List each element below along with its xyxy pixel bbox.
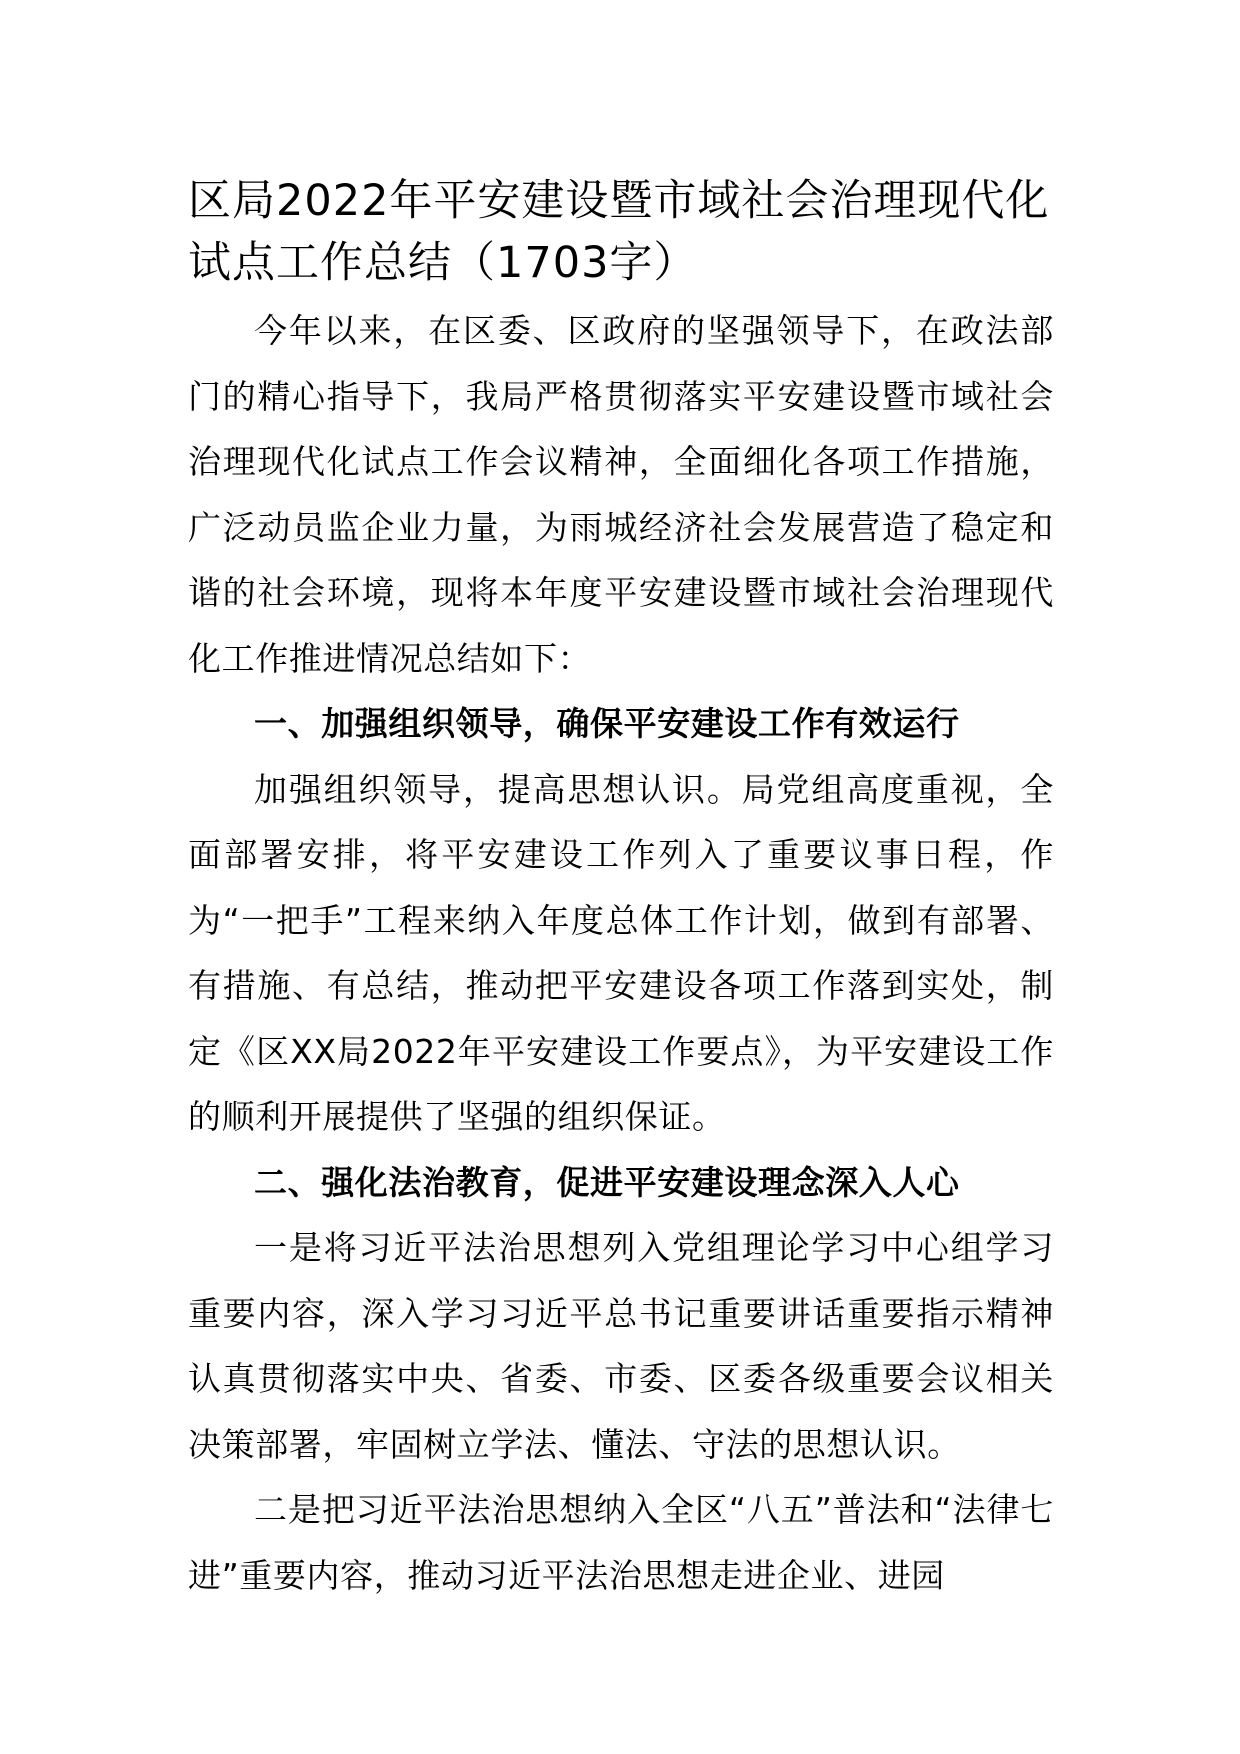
intro-paragraph: 今年以来，在区委、区政府的坚强领导下，在政法部门的精心指导下，我局严格贯彻落实平安建设暨市域社会治理现代化试点工作会议精神，全面细化各项工作措施，广泛动员监企业力量，为雨城经济社会发展营造了稳定和谐的社会环境，现将本年度平安建设暨市域社会治理现代化工作推进情况总结如下：	[188, 311, 1054, 678]
document-title: 区局2022年平安建设暨市域社会治理现代化试点工作总结（1703字）	[188, 176, 1050, 288]
section-2-heading: 二、强化法治教育，促进平安建设理念深入人心	[254, 1162, 960, 1202]
section-1-heading: 一、加强组织领导，确保平安建设工作有效运行	[254, 704, 960, 743]
section-2-paragraph-1: 一是将习近平法治思想列入党组理论学习中心组学习重要内容，深入学习习近平总书记重要讲话重要指示精神认真贯彻落实中央、省委、市委、区委各级重要会议相关决策部署，牢固树立学法、懂法、守法的思想认识。	[188, 1228, 1054, 1464]
document-page	[188, 170, 1054, 1608]
section-2-paragraph-2: 二是把习近平法治思想纳入全区“八五”普法和“法律七进”重要内容，推动习近平法治思想走进企业、进园	[188, 1490, 1054, 1595]
section-1-paragraph: 加强组织领导，提高思想认识。局党组高度重视，全面部署安排，将平安建设工作列入了重要议事日程，作为“一把手”工程来纳入年度总体工作计划，做到有部署、有措施、有总结，推动把平安建设各项工作落到实处，制定《区XX局2022年平安建设工作要点》，为平安建设工作的顺利开展提供了坚强的组织保证。	[188, 769, 1054, 1136]
